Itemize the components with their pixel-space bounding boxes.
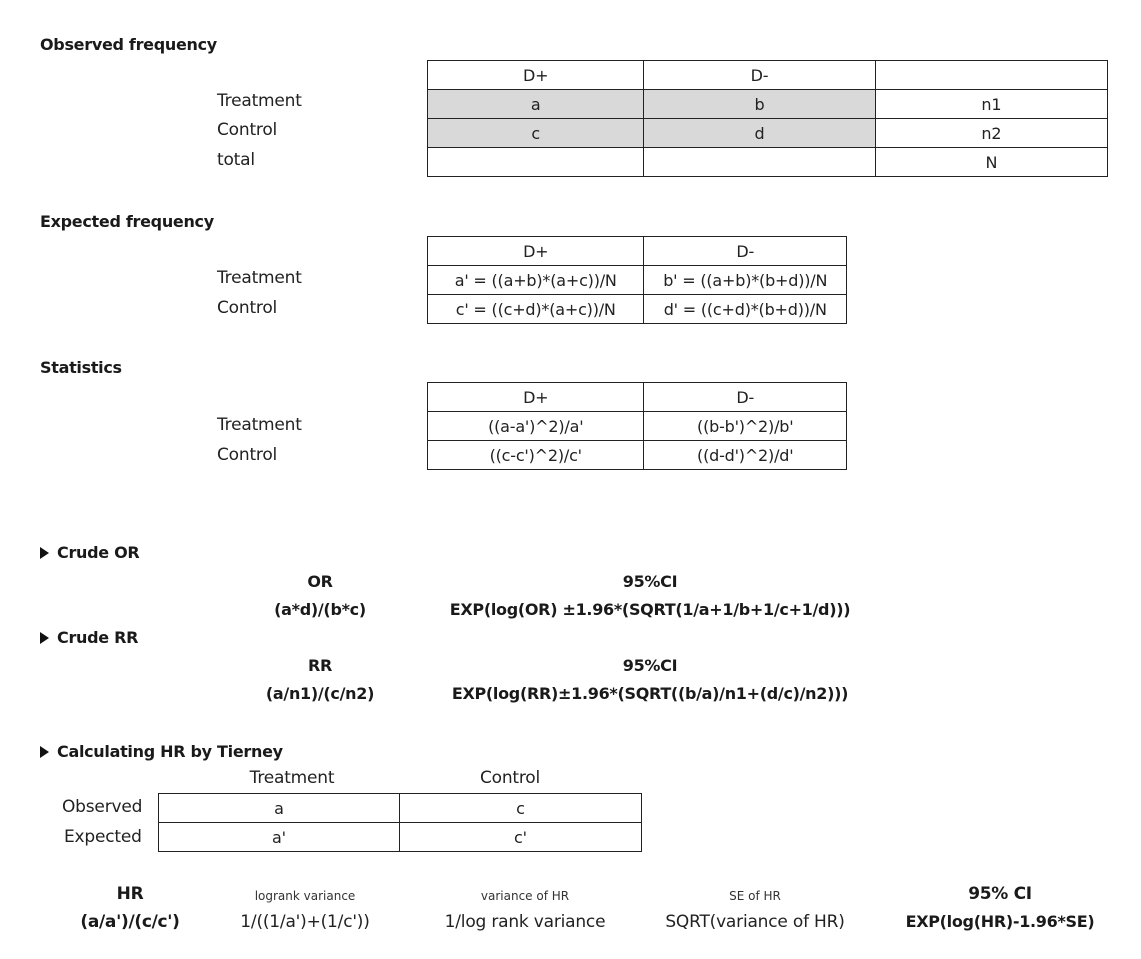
- or-header: OR: [307, 572, 333, 591]
- crude-rr-title: Crude RR: [57, 628, 139, 647]
- header-cell-d-plus: D+: [428, 61, 644, 90]
- cell-b: b: [644, 90, 875, 119]
- table-row: [428, 90, 1108, 119]
- col-header-treatment: Treatment: [249, 768, 335, 788]
- hr-observed-expected-table: [158, 793, 642, 852]
- statistics-table: [427, 382, 847, 470]
- table-row: [428, 266, 847, 295]
- table-row: [428, 119, 1108, 148]
- row-label-expected: Expected: [64, 827, 142, 847]
- cell-n2: n2: [875, 119, 1107, 148]
- table-row: [428, 295, 847, 324]
- cell-total-d-plus: [428, 148, 644, 177]
- variance-of-hr-formula: 1/log rank variance: [444, 912, 606, 932]
- hr-ci-formula: EXP(log(HR)-1.96*SE): [905, 912, 1095, 931]
- expected-frequency-title: Expected frequency: [40, 212, 214, 231]
- se-of-hr-header: SE of HR: [729, 889, 781, 903]
- header-cell-d-plus: D+: [428, 237, 644, 266]
- cell-total-d-minus: [644, 148, 875, 177]
- cell-observed-treatment: a: [159, 794, 400, 823]
- row-label-observed: Observed: [62, 797, 143, 817]
- cell-d: d: [644, 119, 875, 148]
- or-formula: (a*d)/(b*c): [274, 600, 366, 619]
- logrank-variance-header: logrank variance: [254, 889, 356, 903]
- cell-b-prime: b' = ((a+b)*(b+d))/N: [644, 266, 847, 295]
- triangle-bullet-icon: [40, 746, 49, 758]
- expected-frequency-table: [427, 236, 847, 324]
- table-header-row: [428, 383, 847, 412]
- cell-c-prime: c' = ((c+d)*(a+c))/N: [428, 295, 644, 324]
- cell-N: N: [875, 148, 1107, 177]
- table-row: [159, 794, 642, 823]
- crude-or-title: Crude OR: [57, 543, 140, 562]
- row-label-treatment: Treatment: [217, 91, 302, 111]
- header-cell-d-minus: D-: [644, 383, 847, 412]
- header-cell-d-minus: D-: [644, 61, 875, 90]
- cell-observed-control: c: [399, 794, 641, 823]
- table-row: [428, 441, 847, 470]
- row-label-treatment: Treatment: [217, 268, 302, 288]
- row-label-total: total: [217, 150, 255, 170]
- rr-formula: (a/n1)/(c/n2): [265, 684, 375, 703]
- hr-ci-header: 95% CI: [968, 884, 1032, 904]
- col-header-control: Control: [479, 768, 541, 788]
- rr-ci-header: 95%CI: [622, 656, 678, 675]
- variance-of-hr-header: variance of HR: [480, 889, 570, 903]
- hr-tierney-title: Calculating HR by Tierney: [57, 742, 283, 761]
- cell-expected-control: c': [399, 823, 641, 852]
- statistics-title: Statistics: [40, 358, 122, 377]
- table-row: [428, 412, 847, 441]
- hr-tierney-heading: [40, 742, 283, 761]
- cell-a-prime: a' = ((a+b)*(a+c))/N: [428, 266, 644, 295]
- crude-or-heading: [40, 543, 139, 562]
- row-label-control: Control: [217, 120, 278, 140]
- header-cell-total: [875, 61, 1107, 90]
- or-ci-header: 95%CI: [622, 572, 678, 591]
- se-of-hr-formula: SQRT(variance of HR): [665, 912, 845, 932]
- row-label-treatment: Treatment: [217, 415, 302, 435]
- cell-d-prime: d' = ((c+d)*(b+d))/N: [644, 295, 847, 324]
- cell-c: c: [428, 119, 644, 148]
- triangle-bullet-icon: [40, 632, 49, 644]
- triangle-bullet-icon: [40, 547, 49, 559]
- cell-a: a: [428, 90, 644, 119]
- row-label-control: Control: [217, 445, 278, 465]
- header-cell-d-plus: D+: [428, 383, 644, 412]
- cell-chi-b: ((b-b')^2)/b': [644, 412, 847, 441]
- table-header-row: [428, 237, 847, 266]
- header-cell-d-minus: D-: [644, 237, 847, 266]
- cell-n1: n1: [875, 90, 1107, 119]
- hr-formula: (a/a')/(c/c'): [80, 912, 180, 932]
- rr-header: RR: [307, 656, 333, 675]
- logrank-variance-formula: 1/((1/a')+(1/c')): [240, 912, 370, 932]
- cell-expected-treatment: a': [159, 823, 400, 852]
- cell-chi-a: ((a-a')^2)/a': [428, 412, 644, 441]
- hr-header: HR: [116, 884, 144, 904]
- cell-chi-d: ((d-d')^2)/d': [644, 441, 847, 470]
- table-row: [428, 148, 1108, 177]
- crude-rr-heading: [40, 628, 138, 647]
- table-header-row: [428, 61, 1108, 90]
- or-ci-formula: EXP(log(OR) ±1.96*(SQRT(1/a+1/b+1/c+1/d))): [449, 600, 851, 619]
- table-row: [159, 823, 642, 852]
- observed-frequency-title: Observed frequency: [40, 35, 217, 54]
- observed-frequency-table: [427, 60, 1108, 177]
- rr-ci-formula: EXP(log(RR)±1.96*(SQRT((b/a)/n1+(d/c)/n2))): [451, 684, 849, 703]
- row-label-control: Control: [217, 298, 278, 318]
- cell-chi-c: ((c-c')^2)/c': [428, 441, 644, 470]
